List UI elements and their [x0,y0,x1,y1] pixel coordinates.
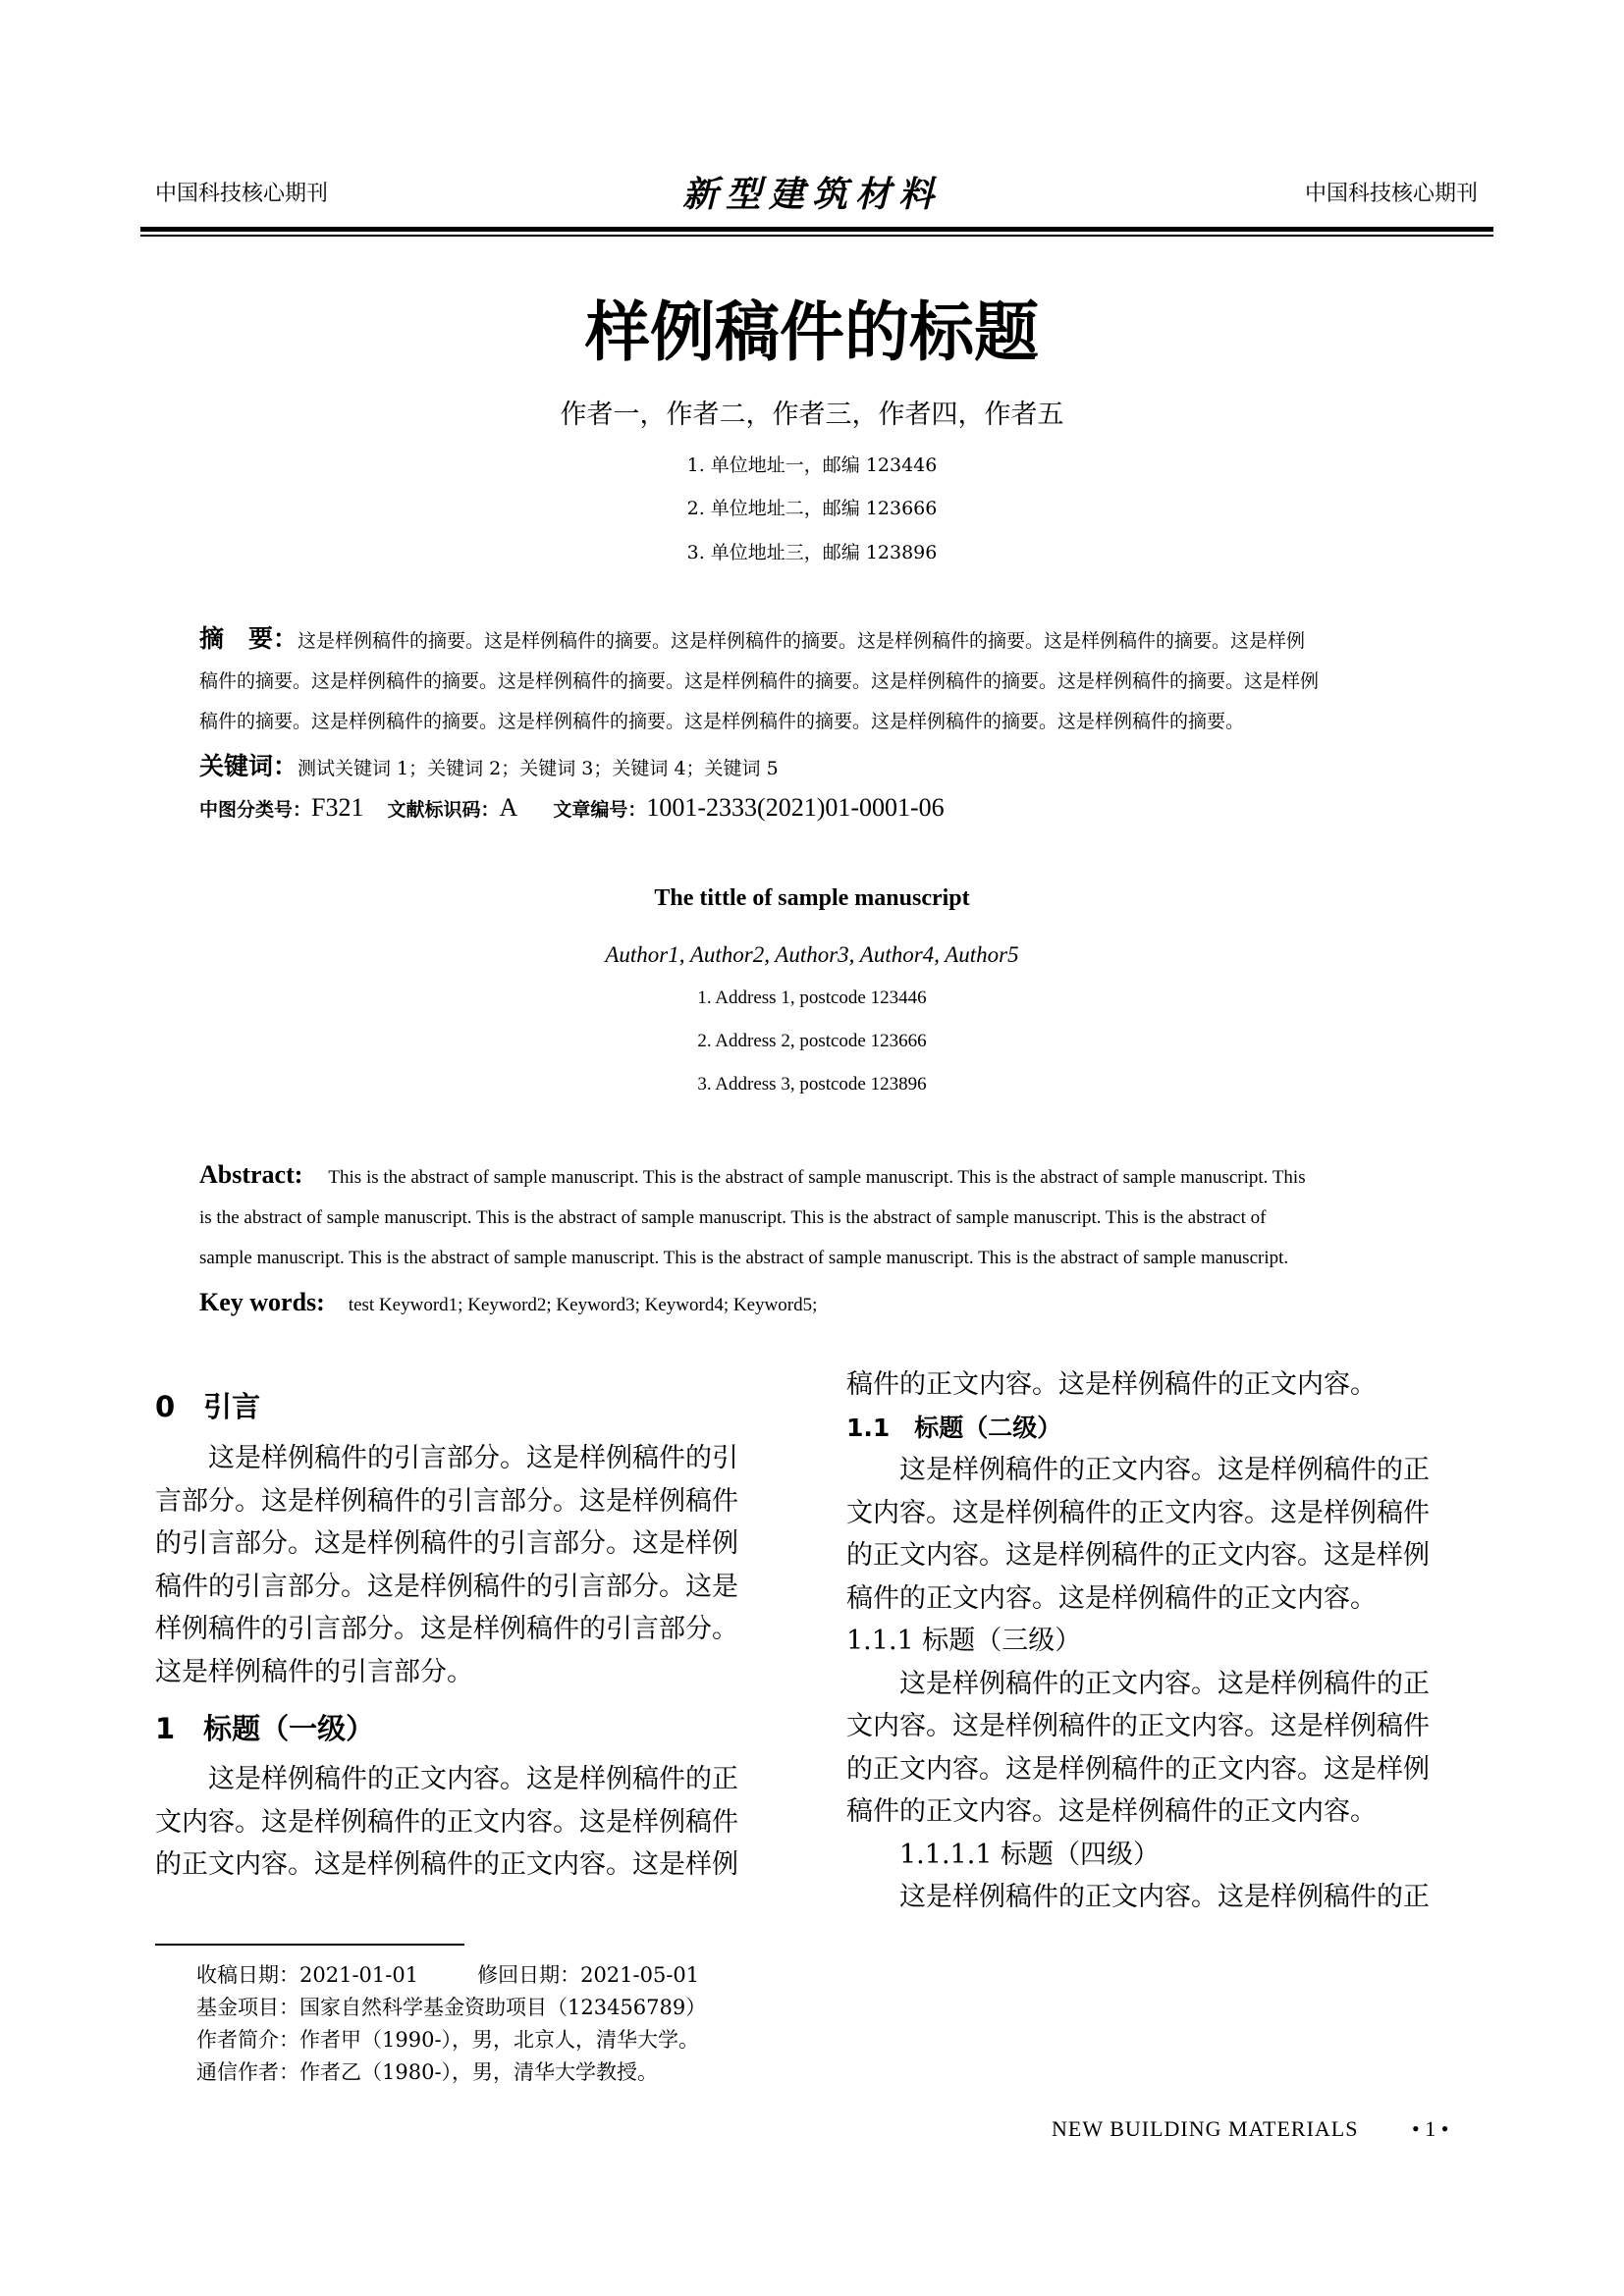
address: 1. 单位地址一，邮编 123446 [686,454,938,476]
abstract-cn-label: 摘 要： [199,624,298,653]
body-line: 这是样例稿件的正文内容。这是样例稿件的正 [846,1455,1430,1485]
footer-journal: NEW BUILDING MATERIALS [1052,2116,1359,2141]
abstract-en [199,1154,1435,1278]
body-line: 的正文内容。这是样例稿件的正文内容。这是样例 [846,1753,1430,1785]
header-right: 中国科技核心期刊 [1304,182,1478,206]
en-title: The tittle of sample manuscript [654,885,970,911]
abstract-line: 这是样例稿件的摘要。这是样例稿件的摘要。这是样例稿件的摘要。这是样例稿件的摘要。这是样例稿件的摘要。这是样例 [298,630,1306,652]
abstract-en-label: Abstract: [199,1160,303,1189]
article-label: 文章编号： [553,799,647,821]
header-rule-thin [140,235,1493,237]
keywords-cn-value: 测试关键词 1；关键词 2；关键词 3；关键词 4；关键词 5 [298,758,779,779]
en-address: 1. Address 1, postcode 123446 [697,988,927,1008]
body-line: 样例稿件的引言部分。这是样例稿件的引言部分。 [155,1614,738,1644]
abstract-line: is the abstract of sample manuscript. This is the abstract of sample manuscript. This is the abstract of sample manuscript. This is the abstract of [199,1207,1267,1228]
body-line: 言部分。这是样例稿件的引言部分。这是样例稿件 [155,1485,738,1517]
body-line: 稿件的正文内容。这是样例稿件的正文内容。 [846,1582,1377,1614]
abstract-line: sample manuscript. This is the abstract of sample manuscript. This is the abstract of sample manuscript. This is the abstract of sample manuscript. [199,1248,1289,1268]
keywords-en-value: test Keyword1; Keyword2; Keyword3; Keyword4; Keyword5; [348,1295,818,1315]
right-column [846,1363,1479,1919]
clc-label: 中图分类号： [199,799,312,821]
abstract-line: This is the abstract of sample manuscript. This is the abstract of sample manuscript. This is the abstract of sample manuscript. This [328,1167,1306,1188]
body-line: 这是样例稿件的正文内容。这是样例稿件的正 [846,1882,1430,1912]
en-authors: Author1, Author2, Author3, Author4, Author5 [605,942,1019,967]
header-left: 中国科技核心期刊 [155,182,329,206]
body-line: 的引言部分。这是样例稿件的引言部分。这是样例 [155,1528,738,1559]
body-line: 稿件的正文内容。这是样例稿件的正文内容。 [846,1369,1377,1400]
corresponding-author: 通信作者：作者乙（1980-），男，清华大学教授。 [196,2060,659,2084]
en-address: 2. Address 2, postcode 123666 [697,1031,927,1051]
doc-label: 文献标识码： [387,799,500,821]
authors: 作者一，作者二，作者三，作者四，作者五 [560,400,1064,430]
classification [199,787,1435,830]
keywords-en [199,1282,1435,1325]
body-line: 文内容。这是样例稿件的正文内容。这是样例稿件 [155,1806,738,1838]
keywords-cn-label: 关键词： [199,752,298,780]
left-column [155,1386,787,1887]
body-line: 稿件的正文内容。这是样例稿件的正文内容。 [846,1796,1377,1827]
revised-date: 修回日期：2021-05-01 [477,1963,700,1987]
body-line: 文内容。这是样例稿件的正文内容。这是样例稿件 [846,1497,1430,1528]
body-line: 稿件的引言部分。这是样例稿件的引言部分。这是 [155,1571,738,1602]
abstract-line: 稿件的摘要。这是样例稿件的摘要。这是样例稿件的摘要。这是样例稿件的摘要。这是样例稿件的摘要。这是样例稿件的摘要。这是样例 [199,670,1320,692]
page-number: • 1 • [1412,2116,1449,2141]
body-line: 这是样例稿件的引言部分。这是样例稿件的引 [155,1443,738,1473]
address: 2. 单位地址二，邮编 123666 [686,498,938,519]
fund: 基金项目：国家自然科学基金资助项目（123456789） [196,1996,707,2019]
footnote [196,1959,706,2089]
body-line: 这是样例稿件的引言部分。 [155,1656,473,1687]
keywords-en-label: Key words: [199,1288,325,1316]
clc-value: F321 [311,793,364,822]
section-heading: 1 标题（一级） [155,1712,375,1745]
footnote-rule [155,1944,464,1946]
received-date: 收稿日期：2021-01-01 [196,1963,419,1987]
header-rule [140,227,1493,232]
abstract-line: 稿件的摘要。这是样例稿件的摘要。这是样例稿件的摘要。这是样例稿件的摘要。这是样例稿件的摘要。这是样例稿件的摘要。 [199,711,1245,732]
address: 3. 单位地址三，邮编 123896 [686,542,938,563]
abstract-cn [199,618,1435,742]
paper-title: 样例稿件的标题 [585,294,1039,370]
body-line: 这是样例稿件的正文内容。这是样例稿件的正 [846,1668,1430,1699]
body-line: 文内容。这是样例稿件的正文内容。这是样例稿件 [846,1711,1430,1741]
keywords-cn [199,746,1435,789]
body-line: 的正文内容。这是样例稿件的正文内容。这是样例 [846,1540,1430,1571]
subsection-heading: 1.1 标题（二级） [846,1413,1062,1442]
article-value: 1001-2333(2021)01-0001-06 [646,793,945,822]
author-bio: 作者简介：作者甲（1990-），男，北京人，清华大学。 [196,2028,700,2052]
en-address: 3. Address 3, postcode 123896 [697,1074,927,1095]
section-heading: 0 引言 [155,1390,261,1423]
subsubsection-heading: 1.1.1 标题（三级） [846,1626,1082,1656]
level4-heading: 1.1.1.1 标题（四级） [846,1839,1161,1870]
journal-logo: 新型建筑材料 [681,174,942,215]
body-line: 这是样例稿件的正文内容。这是样例稿件的正 [155,1764,738,1794]
body-line: 的正文内容。这是样例稿件的正文内容。这是样例 [155,1849,738,1880]
doc-value: A [499,793,518,822]
